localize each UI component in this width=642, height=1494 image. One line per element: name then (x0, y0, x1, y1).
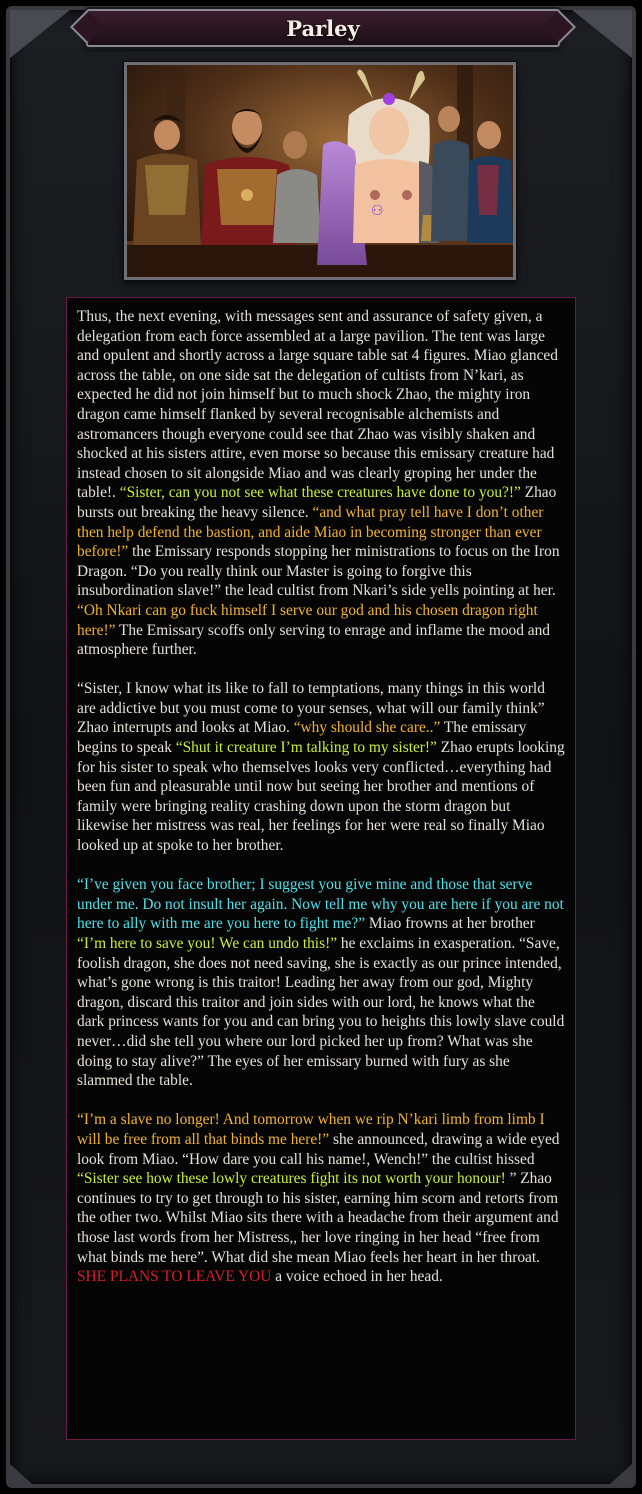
panel-title: Parley (286, 15, 360, 41)
narration-text: Zhao erupts looking for his sister to speak who themselves looks very conflicted…everything had been fun and pleasurable until now but seeing her brother and mentions of family were bringing reality crashing down upon the storm dragon but likewise her mistress was real, her feelings for her were real so finally Miao looked up at spoke to her brother. (77, 739, 565, 855)
inner-voice: SHE PLANS TO LEAVE YOU (77, 1268, 272, 1286)
svg-text:⚇: ⚇ (371, 203, 384, 219)
dialogue-zhao: “Sister, can you not see what these creatures have done to you?!” (119, 484, 521, 502)
event-illustration (124, 62, 516, 280)
narration-text: Thus, the next evening, with messages sent and assurance of safety given, a delegation from each force assembled at a large pavilion. The tent was large and opulent and shortly across a large square table sat 4 figures. Miao glanced across the table, on one side sat the delegation of cultists from N’kari, as expected he did not join himself but to much shock Zhao, the mighty iron dragon came himself flanked by several recognisable alchemists and astromancers though everyone could see that Zhao was visibly shaken and shocked at his sisters attire, even morse so because this emissary creature had instead chosen to sit alongside Miao and was clearly groping her under the table!. (77, 308, 558, 502)
narration-text: he exclaims in exasperation. “Save, foolish dragon, she does not need saving, she is exactly as our prince intended, what’s gone wrong is this traitor! Leading her away from our god, Mighty dragon, discard this traitor and join sides with our lord, he knows what the dark princess wants for you and can bring you to heights this lowly slave could never…did she tell you where our lord picked her up from? What was she doing to stay alive?” The eyes of her emissary burned with fury as she slammed the table. (77, 935, 565, 1090)
narration-text: The emissary begins to speak (77, 719, 527, 757)
event-illustration-art (127, 65, 513, 277)
story-text-box (66, 297, 576, 1440)
story-paragraph (77, 1110, 565, 1286)
narration-text: ” Zhao continues to try to get through to his sister, earning him scorn and retorts from the other two. Whilst Miao sits there with a headache from their argument and those last words from her Mistress,, her love ringing in her head “free from what binds me here”. What did she mean Miao feels her heart in her throat. (77, 1170, 559, 1266)
dialogue-emissary: “and what pray tell have I don’t other then help defend the bastion, and aide Miao in becoming stronger than ever before!” (77, 503, 544, 561)
dialogue-emissary: “I’m a slave no longer! And tomorrow when we rip N’kari limb from limb I will be free from all that binds me here!” (77, 1111, 545, 1148)
dialogue-emissary: “why should she care..” (293, 719, 441, 737)
story-paragraph (77, 875, 565, 1091)
dialogue-zhao: “I’m here to save you! We can undo this!” (77, 935, 338, 952)
story-paragraph (77, 679, 565, 855)
narration-text: a voice echoed in her head. (271, 1268, 443, 1286)
narration-text: The Emissary scoffs only serving to enrage and inflame the mood and atmosphere further. (77, 621, 550, 659)
frame-corner-ornament (10, 1464, 32, 1484)
narration-text: the Emissary responds stopping her ministrations to focus on the Iron Dragon. “Do you really think our Master is going to forgive this insubordination slave!” the lead cultist from Nkari’s side yells pointing at her. (77, 543, 560, 600)
frame-corner-ornament (572, 10, 632, 58)
dialogue-zhao: “Shut it creature I’m talking to my sister!” (175, 739, 437, 757)
narration-text: she announced, drawing a wide eyed look from Miao. “How dare you call his name!, Wench!” the cultist hissed (77, 1130, 560, 1168)
frame-corner-ornament (610, 1464, 632, 1484)
dialogue-emissary: “Oh Nkari can go fuck himself I serve our god and his chosen dragon right here!” (77, 601, 538, 639)
story-paragraph (77, 307, 565, 660)
title-banner (86, 9, 560, 47)
narration-text: “Sister, I know what its like to fall to temptations, many things in this world are addictive but you must come to your senses, what will our family think” Zhao interrupts and looks at Miao. (77, 680, 545, 737)
dialogue-zhao: “Sister see how these lowly creatures fight its not worth your honour! (77, 1170, 510, 1188)
narration-text: Zhao bursts out breaking the heavy silence. (77, 484, 557, 521)
dialogue-miao: “I’ve given you face brother; I suggest you give mine and those that serve under me. Do not insult her again. Now tell me why you are here if you are not here to ally with me are you here to fight me?” (77, 876, 564, 933)
narration-text: Miao frowns at her brother (365, 915, 535, 933)
frame-corner-ornament (10, 10, 70, 58)
